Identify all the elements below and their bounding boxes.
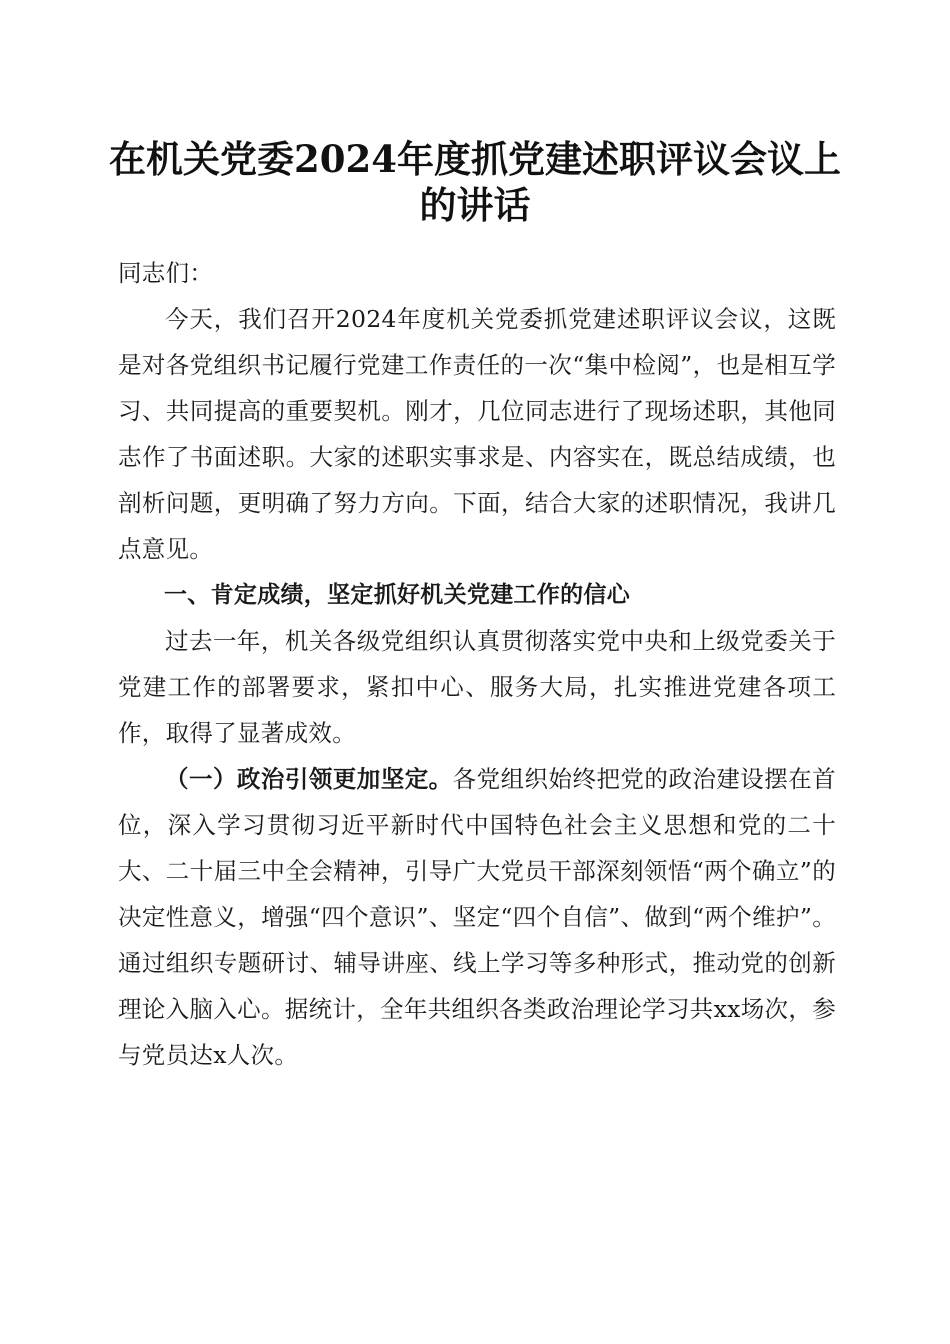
section-heading: 一、肯定成绩，坚定抓好机关党建工作的信心 xyxy=(164,582,630,608)
section-intro-paragraph: 过去一年，机关各级党组织认真贯彻落实党中央和上级党委关于党建工作的部署要求，紧扣中心、服务大局，扎实推进党建各项工作，取得了显著成效。 xyxy=(118,627,836,747)
subsection-lead: （一）政治引领更加坚定。 xyxy=(165,765,453,793)
document-body xyxy=(118,250,836,1078)
subsection-text: 各党组织始终把党的政治建设摆在首位，深入学习贯彻习近平新时代中国特色社会主义思想和党的二十大、二十届三中全会精神，引导广大党员干部深刻领悟“两个确立”的决定性意义，增强“四个意识”、坚定“四个自信”、做到“两个维护”。通过组织专题研讨、辅导讲座、线上学习等多种形式，推动党的创新理论入脑入心。据统计，全年共组织各类政治理论学习共xx场次，参与党员达x人次。 xyxy=(118,765,836,1069)
document-title: 在机关党委2024年度抓党建述职评议会议上的讲话 xyxy=(109,137,841,227)
opening-paragraph: 今天，我们召开2024年度机关党委抓党建述职评议会议，这既是对各党组织书记履行党建工作责任的一次“集中检阅”，也是相互学习、共同提高的重要契机。刚才，几位同志进行了现场述职，其他同志作了书面述职。大家的述职实事求是、内容实在，既总结成绩，也剖析问题，更明确了努力方向。下面，结合大家的述职情况，我讲几点意见。 xyxy=(118,305,836,563)
subsection-paragraph xyxy=(118,756,836,1078)
salutation: 同志们： xyxy=(118,259,214,287)
